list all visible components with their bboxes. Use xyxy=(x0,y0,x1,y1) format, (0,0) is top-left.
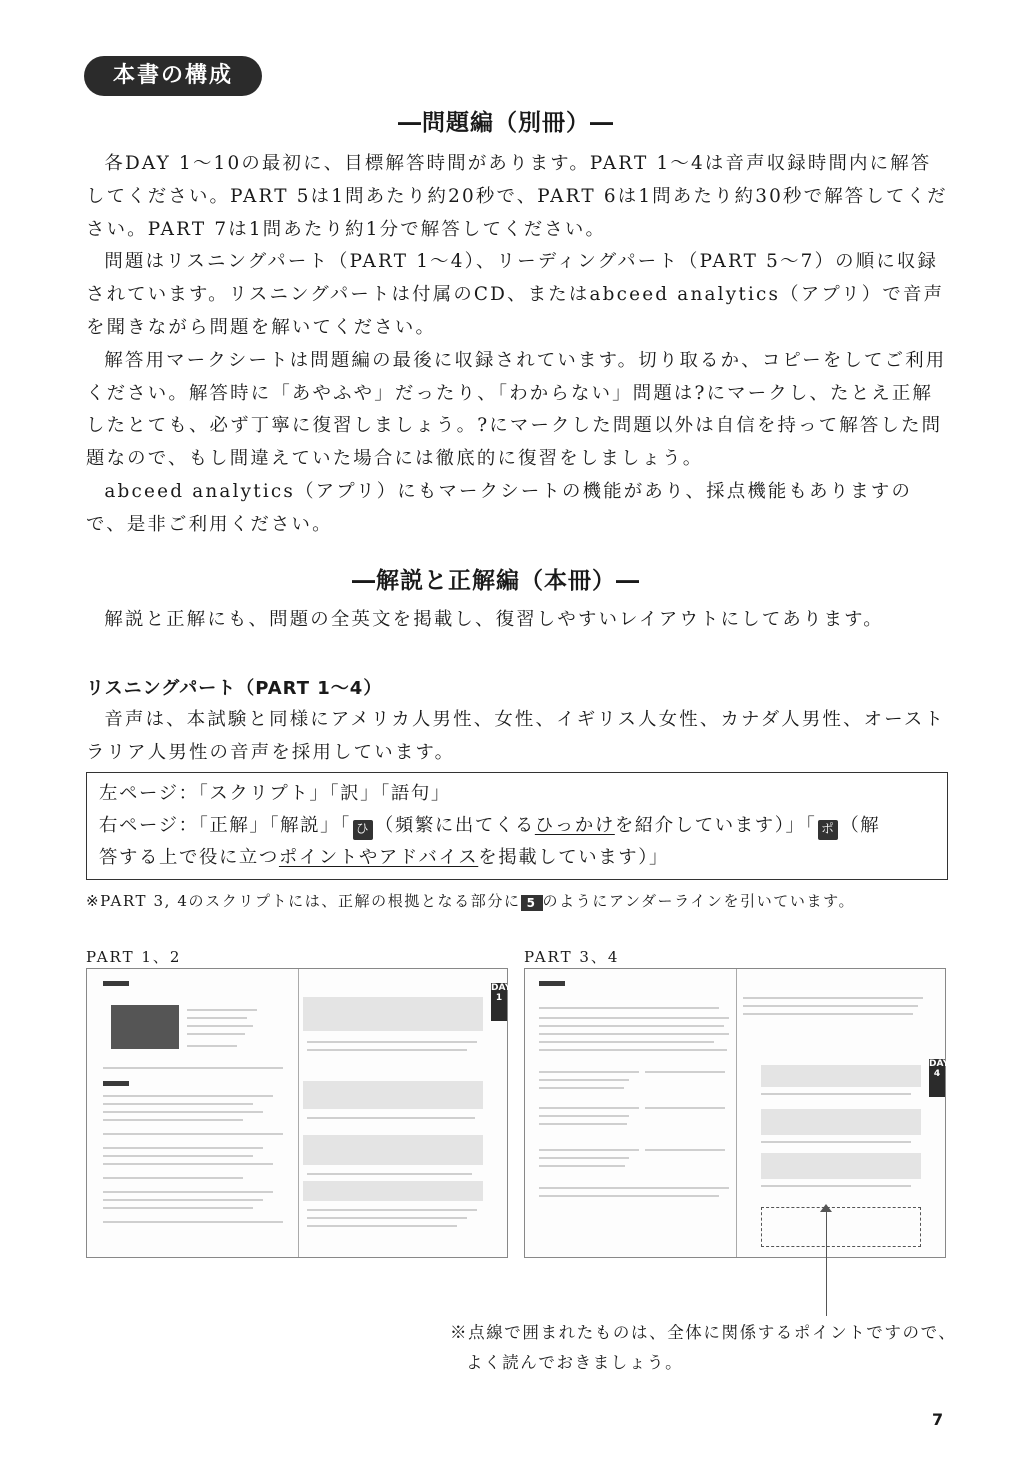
spread-gutter xyxy=(298,969,299,1257)
box-line-right-page xyxy=(99,810,935,842)
paragraph: abceed analytics（アプリ）にもマークシートの機能があり、採点機能もありますので、是非ご利用ください。 xyxy=(86,480,913,535)
note-text: のようにアンダーラインを引いています。 xyxy=(542,892,856,910)
sample-label-part12: PART 1、2 xyxy=(86,948,182,966)
paragraph: 解答用マークシートは問題編の最後に収録されています。切り取るか、コピーをしてご利用ください。解答時に「あやふや」だったり、「わからない」問題は?にマークし、たとえ正解したとても、必ず丁寧に復習しましょう。?にマークした問題以外は自信を持って解答した問題なので、もし間違えていた場合には徹底的に復習をしましょう。 xyxy=(86,349,947,470)
section-title-problems: ―問題編（別冊）― xyxy=(398,110,614,136)
number-badge: 5 xyxy=(521,895,543,911)
answers-description xyxy=(86,604,950,637)
page-number: 7 xyxy=(932,1410,944,1429)
paragraph: 音声は、本試験と同様にアメリカ人男性、女性、イギリス人女性、カナダ人男性、オーストラリア人男性の音声を採用しています。 xyxy=(86,709,946,763)
section-title-answers: ―解説と正解編（本冊）― xyxy=(352,568,640,594)
callout-line: よく読んでおきましょう。 xyxy=(466,1353,684,1372)
paragraph: 問題はリスニングパート（PART 1～4）、リーディングパート（PART 5～7）の順に収録されています。リスニングパートは付属のCD、またはabceed analytics（アプリ）で音声を聞きながら問題を解いてください。 xyxy=(86,251,945,338)
box-text: 右ページ：「正解」「解説」「 xyxy=(99,815,351,836)
listening-heading: リスニングパート（PART 1～4） xyxy=(86,678,383,699)
hikkake-icon: ひ xyxy=(353,820,373,840)
day-tab: DAY 1 xyxy=(491,983,507,1021)
paragraph: 解説と正解にも、問題の全英文を掲載し、復習しやすいレイアウトにしてあります。 xyxy=(104,609,884,630)
sample-spread-part12 xyxy=(86,968,512,1258)
layout-explanation-box xyxy=(86,772,948,880)
box-line-left-page: 左ページ：「スクリプト」「訳」「語句」 xyxy=(99,783,451,804)
sample-spread-part34 xyxy=(524,968,950,1258)
paragraph: 各DAY 1～10の最初に、目標解答時間があります。PART 1～4は音声収録時間内に解答してください。PART 5は1問あたり約20秒で、PART 6は1問あたり約30秒で解答してください。PART 7は1問あたり約1分で解答してください。 xyxy=(86,153,948,240)
box-text: を掲載しています）」 xyxy=(478,847,669,868)
section-badge: 本書の構成 xyxy=(84,56,262,96)
dotted-point-box xyxy=(761,1207,921,1247)
callout-line: ※点線で囲まれたものは、全体に関係するポイントですので、 xyxy=(450,1323,957,1342)
box-text: を紹介しています）」「 xyxy=(614,815,817,836)
box-text: （頻繁に出てくる xyxy=(374,815,535,836)
problems-description xyxy=(86,148,950,542)
callout-leader-line xyxy=(826,1206,827,1316)
sample-label-part34: PART 3、4 xyxy=(524,948,620,966)
box-text: 答する上で役に立つ xyxy=(99,847,279,868)
box-text: （解 xyxy=(840,815,881,836)
mini-heading xyxy=(103,981,129,986)
box-text-underlined: ひっかけ xyxy=(534,815,615,836)
sample-photo xyxy=(111,1005,179,1049)
spread-gutter xyxy=(736,969,737,1257)
listening-description xyxy=(86,704,950,770)
dotted-box-callout xyxy=(450,1318,956,1378)
box-text-underlined: ポイントやアドバイス xyxy=(278,847,479,868)
point-icon: ポ xyxy=(818,820,838,840)
box-line-continued xyxy=(99,842,935,874)
day-tab: DAY 4 xyxy=(929,1059,945,1097)
callout-arrow-icon xyxy=(820,1204,832,1212)
note-text: ※PART 3, 4のスクリプトには、正解の根拠となる部分に xyxy=(86,892,521,910)
underline-note xyxy=(86,890,855,911)
